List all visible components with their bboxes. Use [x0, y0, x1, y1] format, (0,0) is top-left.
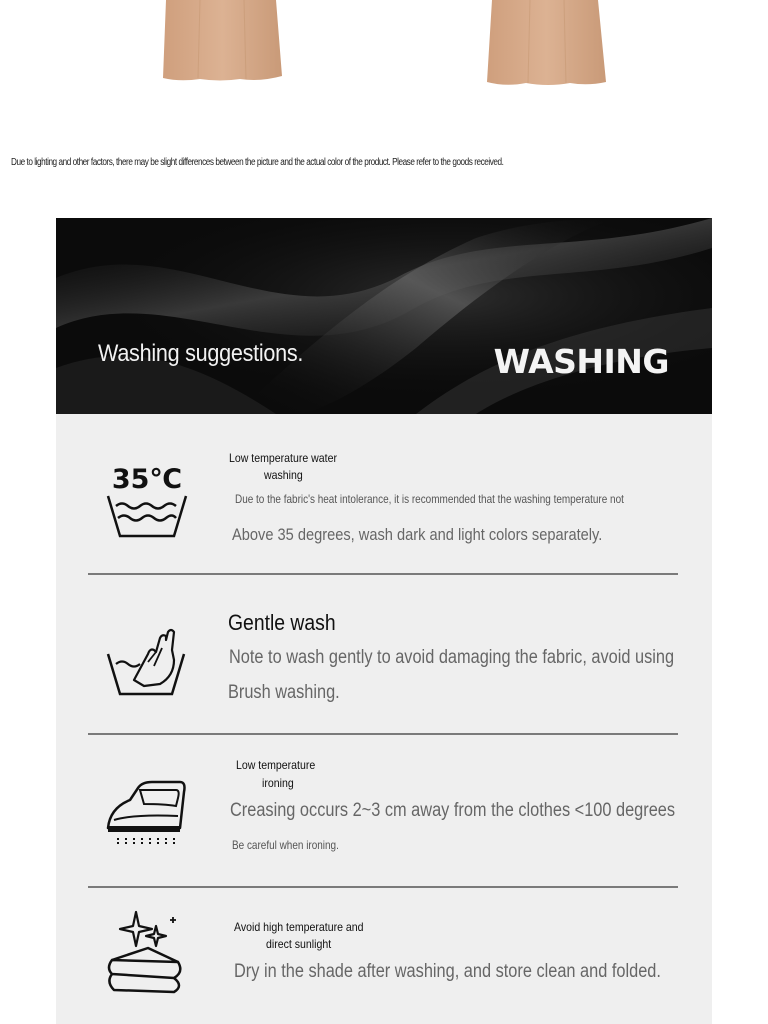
ironing-title-line2: ironing — [262, 776, 294, 790]
ironing-note1: Creasing occurs 2~3 cm away from the clothes <100 degrees — [230, 800, 676, 821]
gentle-wash-note2: Brush washing. — [228, 682, 340, 703]
ironing-title-line1: Low temperature — [236, 758, 316, 772]
hand-wash-icon — [104, 624, 188, 698]
iron-icon — [104, 778, 188, 850]
temp-wash-note2: Above 35 degrees, wash dark and light colors separately. — [232, 525, 603, 544]
banner-title: Washing suggestions. — [98, 340, 304, 367]
drying-note1: Dry in the shade after washing, and store clean and folded. — [234, 961, 661, 982]
wash-35c-icon — [104, 460, 190, 542]
temp-wash-note1: Due to the fabric's heat intolerance, it is recommended that the washing temperature not — [235, 492, 624, 506]
dress-image-right — [484, 0, 608, 88]
gentle-wash-title: Gentle wash — [228, 610, 336, 635]
drying-title-line1: Avoid high temperature and — [234, 920, 364, 934]
folded-clothes-icon — [104, 910, 186, 996]
ironing-note2: Be careful when ironing. — [232, 838, 339, 852]
divider — [88, 733, 678, 735]
banner-word: WASHING — [493, 342, 669, 381]
svg-text:35℃: 35℃ — [111, 464, 183, 495]
temp-wash-title-line1: Low temperature water — [229, 451, 338, 465]
color-disclaimer: Due to lighting and other factors, there may be slight differences between the picture and the actual color of the product. Please refer to the goods received. — [11, 157, 504, 168]
drying-title-line2: direct sunlight — [266, 937, 332, 951]
dress-image-left — [160, 0, 284, 84]
gentle-wash-note1: Note to wash gently to avoid damaging the fabric, avoid using — [229, 647, 675, 668]
temp-wash-title-line2: washing — [264, 468, 303, 482]
divider — [88, 573, 678, 575]
fabric-texture — [56, 218, 712, 414]
divider — [88, 886, 678, 888]
washing-banner — [56, 218, 712, 414]
